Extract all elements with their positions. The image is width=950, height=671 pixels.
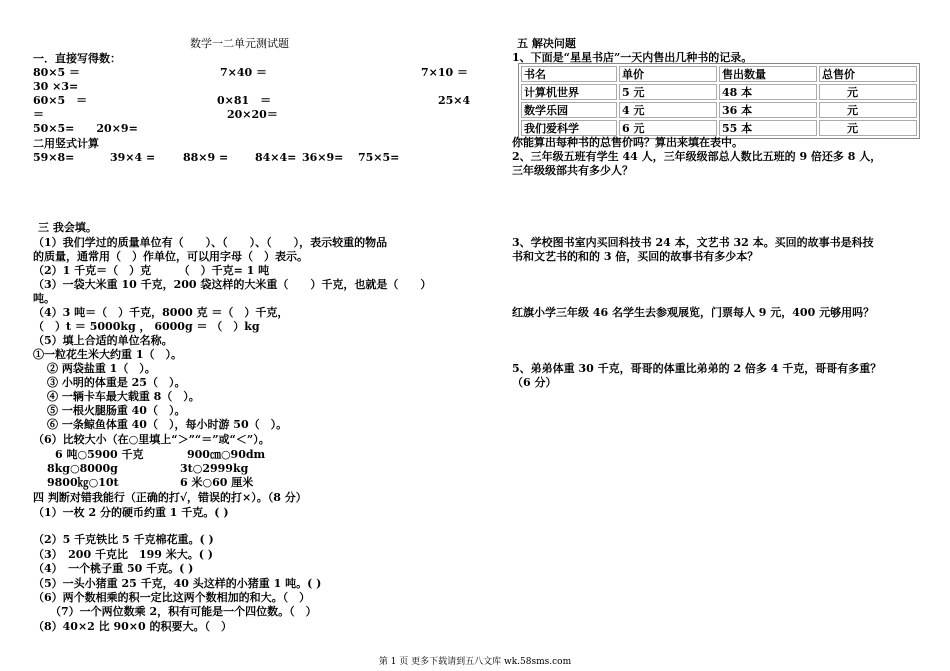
table-header-cell: 售出数量 <box>719 66 817 82</box>
question-4: 红旗小学三年级 46 名学生去参观展览，门票每人 9 元，400 元够用吗？ <box>512 306 875 319</box>
s3-line: 吨。 <box>33 292 55 305</box>
s4-line: （6）两个数相乘的积一定比这两个数相加的和大。（ ） <box>33 591 311 604</box>
compare-item: 9800㎏○10t <box>47 476 119 489</box>
table-cell: 5 元 <box>619 84 717 100</box>
question-2: 2、三年级五班有学生 44 人，三年级级部总人数比五班的 9 倍还多 8 人， <box>512 150 882 163</box>
s3-line: （2）1 千克＝（ ）克 （ ）千克= 1 吨 <box>33 264 270 277</box>
s4-line: （2）5 千克铁比 5 千克棉花重。( ) <box>33 533 214 546</box>
compare-item: 6 米○60 厘米 <box>180 476 254 489</box>
compare-item: 900㎝○90dm <box>187 448 266 461</box>
s3-line: ④ 一辆卡车最大载重 8（ ）。 <box>47 390 200 403</box>
table-cell: 计算机世界 <box>521 84 617 100</box>
s3-line: （3）一袋大米重 10 千克，200 袋这样的大米重（ ）千克，也就是（ ） <box>33 278 432 291</box>
section3-heading: 三 我会填。 <box>38 221 97 234</box>
table-cell: 4 元 <box>619 102 717 118</box>
section4-heading: 四 判断对错我能行（正确的打√，错误的打×）。（8 分） <box>33 491 307 504</box>
question-1: 1、下面是“星星书店”一天内售出几种书的记录。 <box>512 51 753 64</box>
page-footer: 第 1 页 更多下载请到五八文库 wk.58sms.com <box>378 657 572 667</box>
table-cell: 元 <box>819 102 917 118</box>
s1-item: ＝ <box>33 108 44 121</box>
s1-item: 25×4 <box>438 94 471 107</box>
question-5: 5、弟弟体重 30 千克，哥哥的体重比弟弟的 2 倍多 4 千克，哥哥有多重？ <box>512 362 882 375</box>
table-row <box>521 120 917 136</box>
s4-line: （4） 一个桃子重 50 千克。( ) <box>33 562 194 575</box>
question-3: 3、学校图书室内买回科技书 24 本，文艺书 32 本。买回的故事书是科技 <box>512 236 874 249</box>
section5-heading: 五 解决问题 <box>517 37 576 50</box>
s3-line: ③ 小明的体重是 25（ ）。 <box>47 376 186 389</box>
table-cell: 48 本 <box>719 84 817 100</box>
s3-line: ⑥ 一条鲸鱼体重 40（ ），每小时游 50（ ）。 <box>47 418 288 431</box>
s4-line: （1）一枚 2 分的硬币约重 1 千克。( ) <box>33 506 229 519</box>
table-header-cell: 总售价 <box>819 66 917 82</box>
s4-line: （8）40×2 比 90×0 的积要大。（ ） <box>33 620 232 633</box>
section2-heading: 二用竖式计算 <box>33 137 99 150</box>
table-cell: 元 <box>819 84 917 100</box>
table-cell: 36 本 <box>719 102 817 118</box>
sales-table <box>518 63 920 139</box>
s1-item: 60×5 ＝ <box>33 94 88 107</box>
s1-item: 7×40 ＝ <box>220 66 268 79</box>
table-header-cell: 单价 <box>619 66 717 82</box>
s2-item: 59×8= <box>33 151 75 164</box>
page-title: 数学一二单元测试题 <box>190 37 289 50</box>
s3-line: （ ）t ＝ 5000kg ， 6000g ＝ （ ）kg <box>33 320 260 333</box>
table-header-row <box>521 66 917 82</box>
table-row <box>521 84 917 100</box>
table-row <box>521 102 917 118</box>
compare-item: 8kg○8000g <box>47 462 118 475</box>
table-cell: 数学乐园 <box>521 102 617 118</box>
question-1-follow: 你能算出每种书的总售价吗？算出来填在表中。 <box>512 136 743 149</box>
s3-line: ①一粒花生米大约重 1（ ）。 <box>33 348 182 361</box>
table-cell: 元 <box>819 120 917 136</box>
s4-line: （7）一个两位数乘 2，积有可能是一个四位数。（ ） <box>50 605 317 618</box>
s4-line: （3） 200 千克比 199 米大。( ) <box>33 548 213 561</box>
compare-item: 6 吨○5900 千克 <box>55 448 144 461</box>
question-2: 三年级级部共有多少人？ <box>512 164 633 177</box>
s2-item: 36×9= <box>302 151 344 164</box>
s2-item: 75×5= <box>358 151 400 164</box>
compare-item: 3t○2999kg <box>180 462 249 475</box>
s3-line: 的质量，通常用（ ）作单位，可以用字母（ ）表示。 <box>33 250 308 263</box>
table-cell: 6 元 <box>619 120 717 136</box>
question-5: （6 分） <box>512 376 557 389</box>
s1-item: 30 ×3= <box>33 80 79 93</box>
s3-line: ⑤ 一根火腿肠重 40（ ）。 <box>47 404 186 417</box>
s3-line: ② 两袋盐重 1（ ）。 <box>47 362 156 375</box>
s1-item: 20×20＝ <box>227 108 278 121</box>
s2-item: 39×4 = <box>110 151 156 164</box>
question-3: 书和文艺书的和的 3 倍，买回的故事书有多少本？ <box>512 250 759 263</box>
table-cell: 55 本 <box>719 120 817 136</box>
s2-item: 84×4= <box>255 151 297 164</box>
table-cell: 我们爱科学 <box>521 120 617 136</box>
s1-item: 50×5= 20×9= <box>33 122 138 135</box>
s2-item: 88×9 = <box>183 151 229 164</box>
s1-item: 0×81 ＝ <box>217 94 272 107</box>
s3-line: （1）我们学过的质量单位有（ ）、（ ）、（ ），表示较重的物品 <box>33 236 388 249</box>
s4-line: （5）一头小猪重 25 千克，40 头这样的小猪重 1 吨。( ) <box>33 577 322 590</box>
s1-item: 7×10 ＝ <box>421 66 469 79</box>
s3-line: （4）3 吨＝（ ）千克，8000 克 ＝（ ）千克， <box>33 306 289 319</box>
s3-line: （6）比较大小（在○里填上“＞”“＝”或“＜”）。 <box>33 433 270 446</box>
table-header-cell: 书名 <box>521 66 617 82</box>
s3-line: （5）填上合适的单位名称。 <box>33 334 173 347</box>
section1-heading: 一．直接写得数： <box>33 52 121 65</box>
s1-item: 80×5 ＝ <box>33 66 81 79</box>
